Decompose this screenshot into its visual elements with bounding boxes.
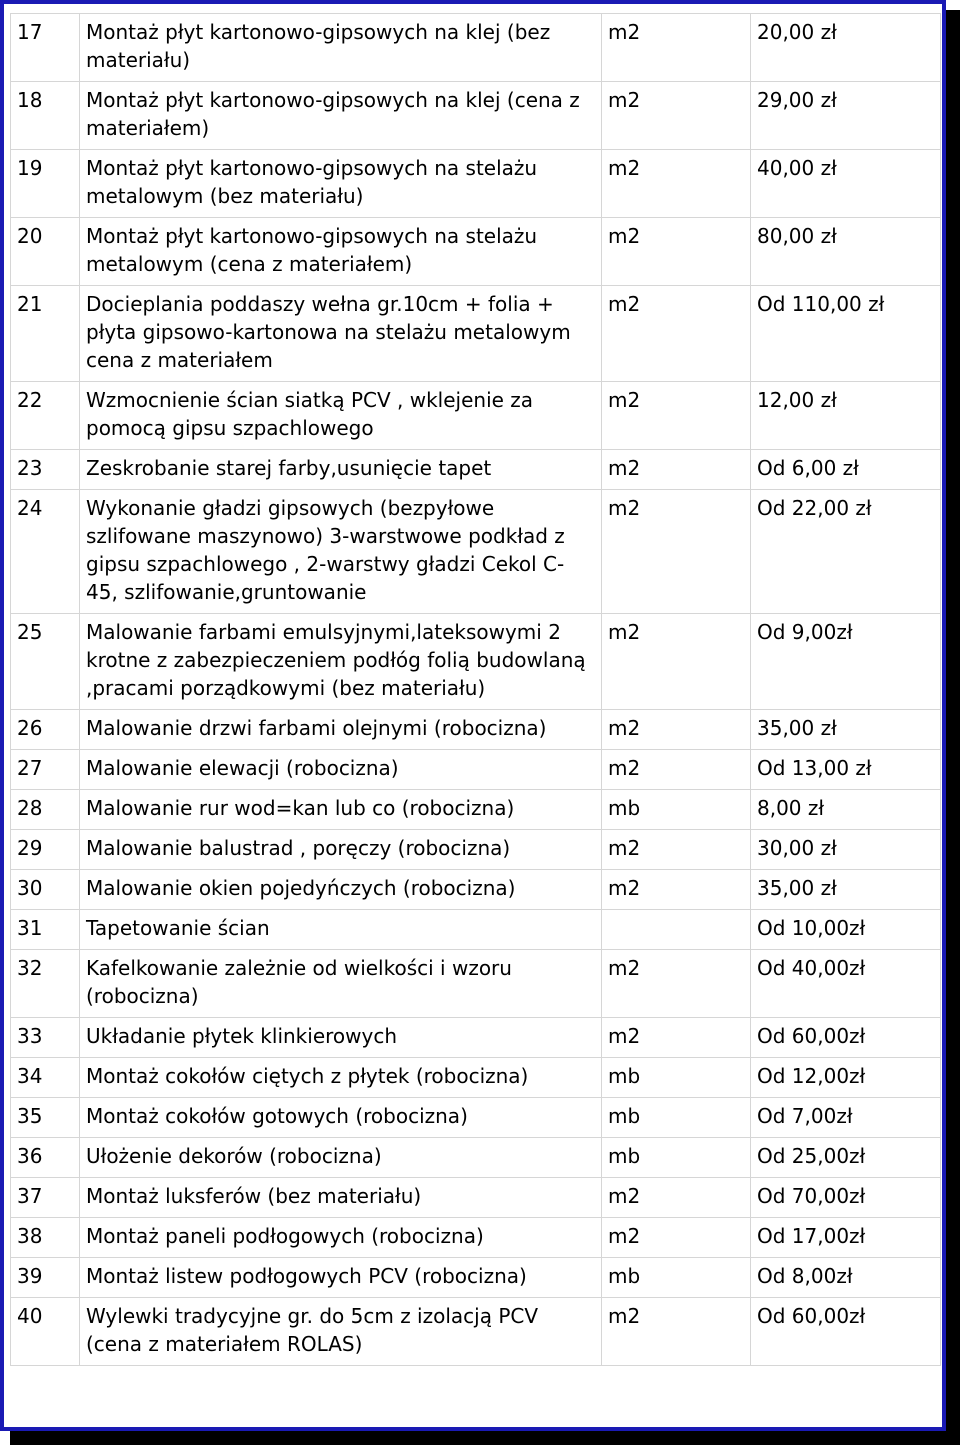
- row-number: 18: [11, 82, 80, 150]
- table-row: [11, 14, 941, 82]
- table-row: [11, 910, 941, 950]
- table-row: [11, 614, 941, 710]
- row-description: Wylewki tradycyjne gr. do 5cm z izolacją PCV (cena z materiałem ROLAS): [80, 1298, 602, 1366]
- row-description: Tapetowanie ścian: [80, 910, 602, 950]
- row-description: Montaż płyt kartonowo-gipsowych na stelażu metalowym (bez materiału): [80, 150, 602, 218]
- row-unit: m2: [602, 1298, 751, 1366]
- row-description: Montaż listew podłogowych PCV (robocizna): [80, 1258, 602, 1298]
- row-unit: m2: [602, 450, 751, 490]
- row-unit: mb: [602, 1138, 751, 1178]
- row-number: 23: [11, 450, 80, 490]
- row-number: 33: [11, 1018, 80, 1058]
- row-unit: [602, 910, 751, 950]
- row-price: Od 40,00zł: [751, 950, 941, 1018]
- row-description: Wykonanie gładzi gipsowych (bezpyłowe szlifowane maszynowo) 3-warstwowe podkład z gipsu szpachlowego , 2-warstwy gładzi Cekol C-45, szlifowanie,gruntowanie: [80, 490, 602, 614]
- row-price: Od 70,00zł: [751, 1178, 941, 1218]
- row-price: 35,00 zł: [751, 710, 941, 750]
- row-description: Montaż płyt kartonowo-gipsowych na klej (cena z materiałem): [80, 82, 602, 150]
- price-table: [10, 13, 941, 1366]
- row-price: 20,00 zł: [751, 14, 941, 82]
- row-unit: mb: [602, 790, 751, 830]
- row-number: 32: [11, 950, 80, 1018]
- row-price: 35,00 zł: [751, 870, 941, 910]
- row-price: Od 110,00 zł: [751, 286, 941, 382]
- row-unit: m2: [602, 1018, 751, 1058]
- row-number: 22: [11, 382, 80, 450]
- row-description: Układanie płytek klinkierowych: [80, 1018, 602, 1058]
- table-row: [11, 1058, 941, 1098]
- row-price: Od 13,00 zł: [751, 750, 941, 790]
- row-unit: m2: [602, 490, 751, 614]
- table-row: [11, 750, 941, 790]
- row-unit: m2: [602, 14, 751, 82]
- table-row: [11, 1298, 941, 1366]
- row-unit: m2: [602, 614, 751, 710]
- row-unit: mb: [602, 1098, 751, 1138]
- row-price: Od 7,00zł: [751, 1098, 941, 1138]
- table-row: [11, 830, 941, 870]
- table-row: [11, 870, 941, 910]
- page-shadow-right: [946, 10, 960, 1445]
- row-number: 19: [11, 150, 80, 218]
- row-description: Montaż płyt kartonowo-gipsowych na klej (bez materiału): [80, 14, 602, 82]
- row-description: Montaż luksferów (bez materiału): [80, 1178, 602, 1218]
- row-description: Wzmocnienie ścian siatką PCV , wklejenie za pomocą gipsu szpachlowego: [80, 382, 602, 450]
- row-price: 30,00 zł: [751, 830, 941, 870]
- row-unit: m2: [602, 750, 751, 790]
- price-table-body: [11, 14, 941, 1366]
- row-price: 40,00 zł: [751, 150, 941, 218]
- row-price: Od 22,00 zł: [751, 490, 941, 614]
- row-price: Od 60,00zł: [751, 1018, 941, 1058]
- row-description: Malowanie balustrad , poręczy (robocizna): [80, 830, 602, 870]
- row-number: 29: [11, 830, 80, 870]
- row-description: Malowanie okien pojedyńczych (robocizna): [80, 870, 602, 910]
- row-price: 29,00 zł: [751, 82, 941, 150]
- row-price: Od 60,00zł: [751, 1298, 941, 1366]
- table-row: [11, 150, 941, 218]
- table-row: [11, 1098, 941, 1138]
- row-number: 31: [11, 910, 80, 950]
- row-description: Malowanie elewacji (robocizna): [80, 750, 602, 790]
- row-unit: m2: [602, 870, 751, 910]
- row-number: 40: [11, 1298, 80, 1366]
- table-row: [11, 1258, 941, 1298]
- row-unit: mb: [602, 1058, 751, 1098]
- table-row: [11, 950, 941, 1018]
- row-number: 24: [11, 490, 80, 614]
- row-price: Od 17,00zł: [751, 1218, 941, 1258]
- row-unit: m2: [602, 950, 751, 1018]
- table-row: [11, 286, 941, 382]
- row-number: 37: [11, 1178, 80, 1218]
- row-number: 36: [11, 1138, 80, 1178]
- row-number: 28: [11, 790, 80, 830]
- row-description: Montaż cokołów ciętych z płytek (robocizna): [80, 1058, 602, 1098]
- row-price: Od 10,00zł: [751, 910, 941, 950]
- row-unit: m2: [602, 286, 751, 382]
- row-description: Zeskrobanie starej farby,usunięcie tapet: [80, 450, 602, 490]
- table-row: [11, 1138, 941, 1178]
- row-description: Malowanie drzwi farbami olejnymi (robocizna): [80, 710, 602, 750]
- row-price: 12,00 zł: [751, 382, 941, 450]
- table-row: [11, 382, 941, 450]
- row-description: Malowanie rur wod=kan lub co (robocizna): [80, 790, 602, 830]
- row-number: 30: [11, 870, 80, 910]
- row-number: 21: [11, 286, 80, 382]
- row-unit: m2: [602, 1178, 751, 1218]
- row-number: 39: [11, 1258, 80, 1298]
- row-number: 27: [11, 750, 80, 790]
- table-row: [11, 1218, 941, 1258]
- row-number: 38: [11, 1218, 80, 1258]
- row-number: 34: [11, 1058, 80, 1098]
- row-unit: m2: [602, 1218, 751, 1258]
- row-unit: m2: [602, 710, 751, 750]
- row-price: 80,00 zł: [751, 218, 941, 286]
- row-unit: m2: [602, 218, 751, 286]
- row-number: 25: [11, 614, 80, 710]
- table-row: [11, 1018, 941, 1058]
- row-unit: m2: [602, 150, 751, 218]
- table-row: [11, 218, 941, 286]
- row-description: Malowanie farbami emulsyjnymi,lateksowymi 2 krotne z zabezpieczeniem podłóg folią budowlaną ,pracami porządkowymi (bez materiału): [80, 614, 602, 710]
- row-number: 20: [11, 218, 80, 286]
- row-price: Od 12,00zł: [751, 1058, 941, 1098]
- row-price: Od 25,00zł: [751, 1138, 941, 1178]
- row-unit: m2: [602, 82, 751, 150]
- row-description: Montaż cokołów gotowych (robocizna): [80, 1098, 602, 1138]
- table-row: [11, 490, 941, 614]
- row-price: Od 9,00zł: [751, 614, 941, 710]
- table-row: [11, 1178, 941, 1218]
- page-shadow-bottom: [10, 1431, 960, 1445]
- row-unit: m2: [602, 382, 751, 450]
- row-unit: mb: [602, 1258, 751, 1298]
- row-description: Ułożenie dekorów (robocizna): [80, 1138, 602, 1178]
- table-row: [11, 82, 941, 150]
- row-number: 35: [11, 1098, 80, 1138]
- row-price: Od 6,00 zł: [751, 450, 941, 490]
- row-description: Montaż paneli podłogowych (robocizna): [80, 1218, 602, 1258]
- row-number: 17: [11, 14, 80, 82]
- table-row: [11, 710, 941, 750]
- table-row: [11, 790, 941, 830]
- row-price: Od 8,00zł: [751, 1258, 941, 1298]
- table-row: [11, 450, 941, 490]
- row-description: Docieplania poddaszy wełna gr.10cm + folia + płyta gipsowo-kartonowa na stelażu metalowym cena z materiałem: [80, 286, 602, 382]
- row-number: 26: [11, 710, 80, 750]
- row-description: Kafelkowanie zależnie od wielkości i wzoru (robocizna): [80, 950, 602, 1018]
- row-price: 8,00 zł: [751, 790, 941, 830]
- row-unit: m2: [602, 830, 751, 870]
- row-description: Montaż płyt kartonowo-gipsowych na stelażu metalowym (cena z materiałem): [80, 218, 602, 286]
